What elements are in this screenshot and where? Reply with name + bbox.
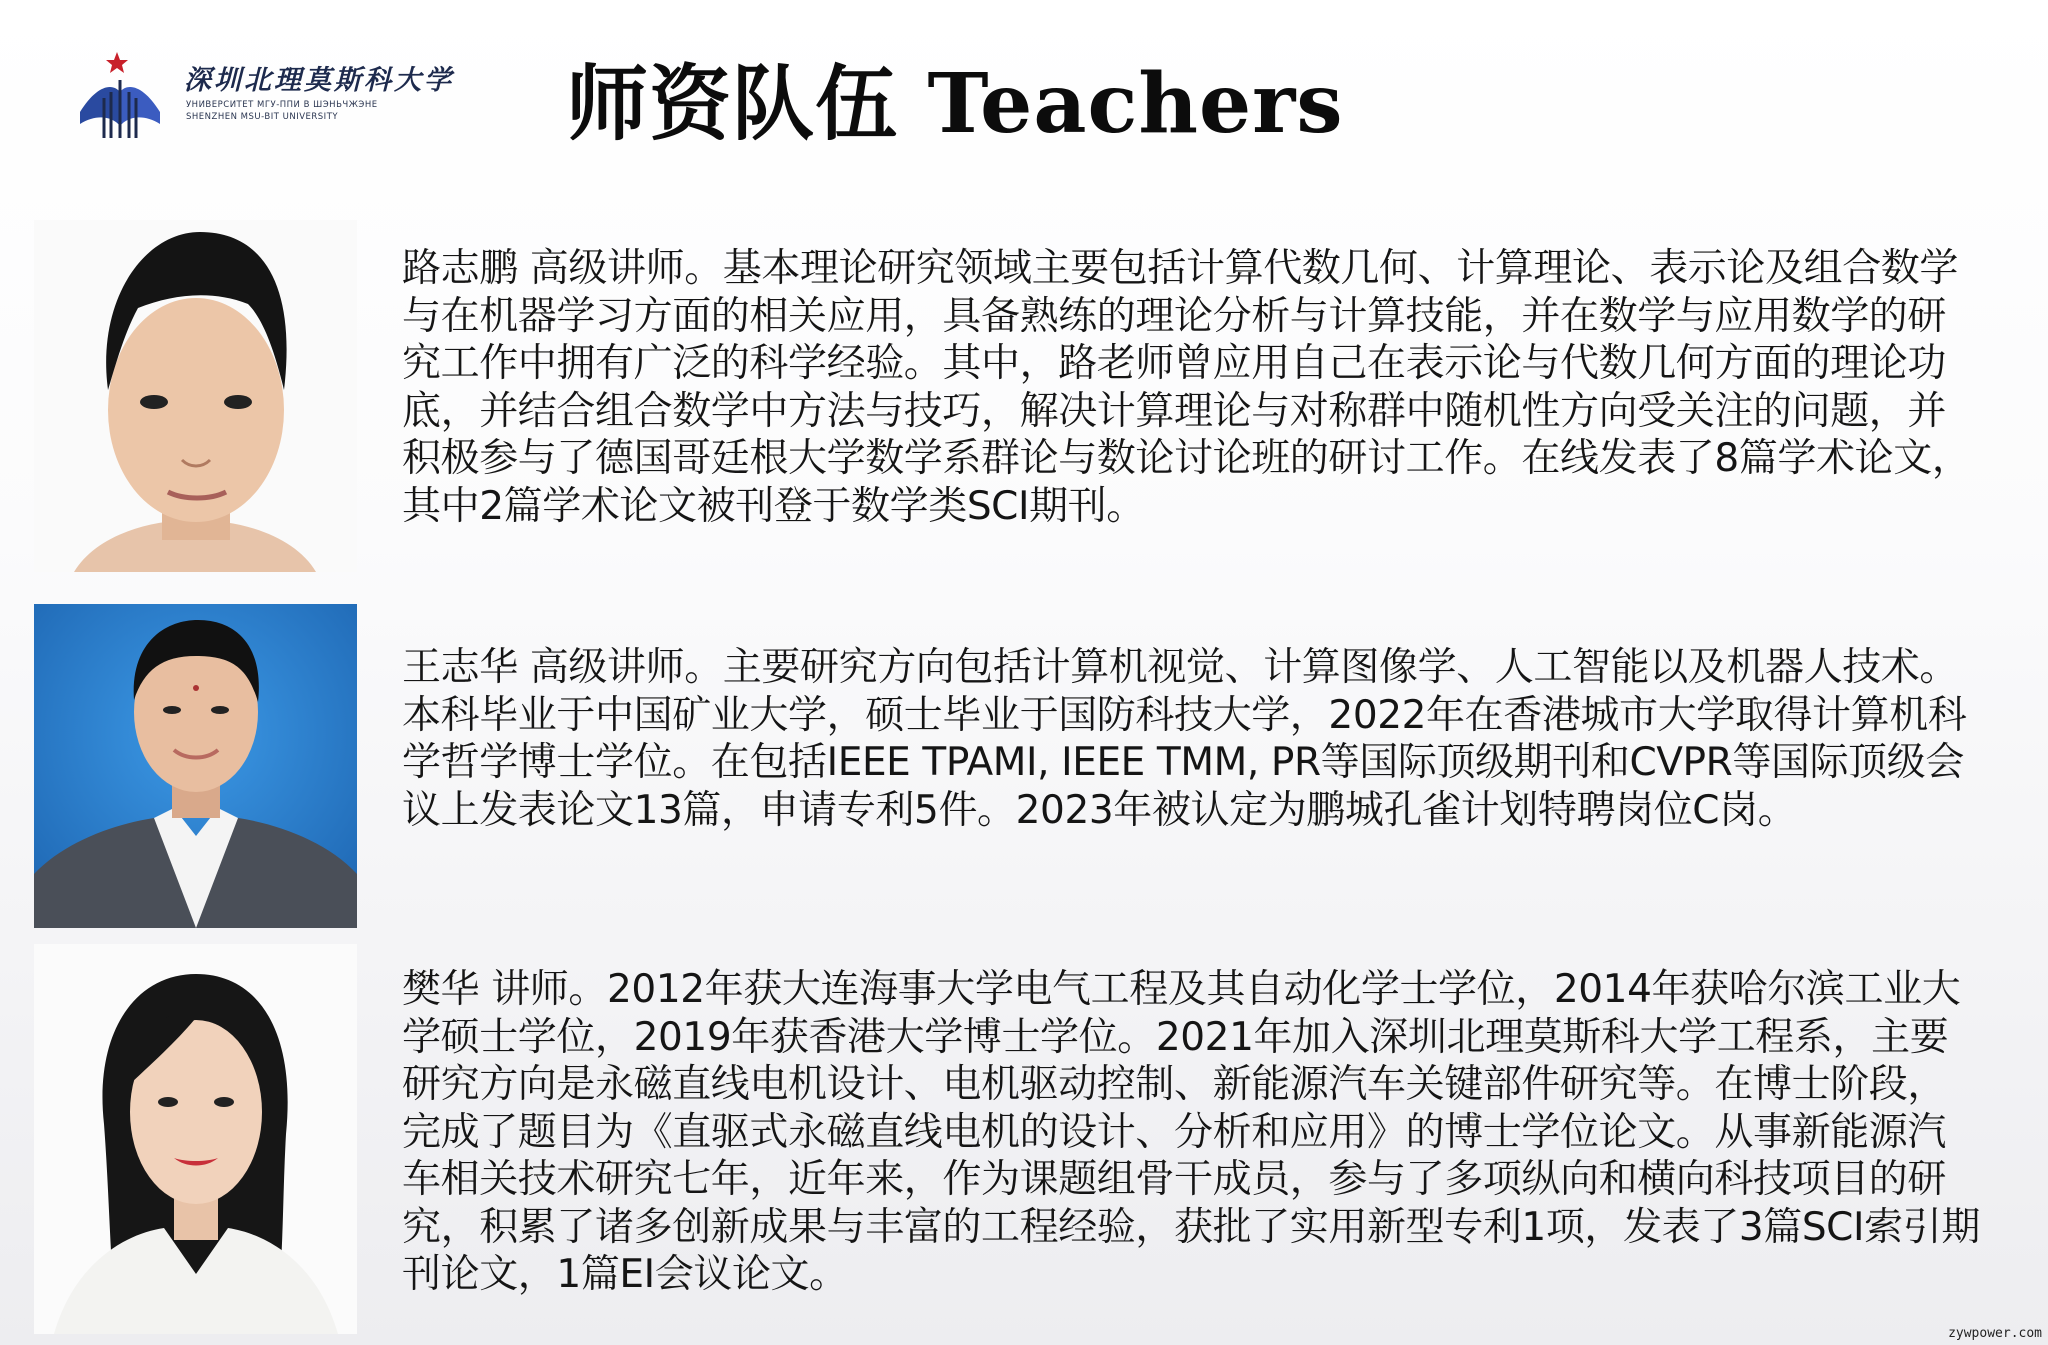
- university-logo: [76, 52, 454, 142]
- portrait-photo-man-icon: [34, 604, 357, 928]
- logo-chinese-name: 深圳北理莫斯科大学: [184, 65, 454, 96]
- teacher-photo-3: [34, 944, 357, 1334]
- university-emblem-icon: [76, 52, 172, 140]
- logo-russian-name: УНИВЕРСИТЕТ МГУ-ППИ В ШЭНЬЧЖЭНЕ: [186, 100, 378, 110]
- teacher-bio-3: 樊华 讲师。2012年获大连海事大学电气工程及其自动化学士学位，2014年获哈尔滨工业大学硕士学位，2019年获香港大学博士学位。2021年加入深圳北理莫斯科大学工程系，主要研究方向是永磁直线电机设计、电机驱动控制、新能源汽车关键部件研究等。在博士阶段，完成了题目为《直驱式永磁直线电机的设计、分析和应用》的博士学位论文。从事新能源汽车相关技术研究七年，近年来，作为课题组骨干成员，参与了多项纵向和横向科技项目的研究，积累了诸多创新成果与丰富的工程经验，获批了实用新型专利1项，发表了3篇SCI索引期刊论文，1篇EI会议论文。: [402, 967, 1980, 1297]
- page-title: 师资队伍 Teachers: [566, 56, 1344, 152]
- teacher-bio-1: 路志鹏 高级讲师。基本理论研究领域主要包括计算代数几何、计算理论、表示论及组合数学与在机器学习方面的相关应用，具备熟练的理论分析与计算技能，并在数学与应用数学的研究工作中拥有广泛的科学经验。其中，路老师曾应用自己在表示论与代数几何方面的理论功底，并结合组合数学中方法与技巧，解决计算理论与对称群中随机性方向受关注的问题，并积极参与了德国哥廷根大学数学系群论与数论讨论班的研讨工作。在线发表了8篇学术论文，其中2篇学术论文被刊登于数学类SCI期刊。: [402, 246, 1971, 529]
- portrait-photo-man-icon: [34, 220, 357, 572]
- logo-english-name: SHENZHEN MSU-BIT UNIVERSITY: [186, 112, 339, 122]
- teacher-bio-2: 王志华 高级讲师。主要研究方向包括计算机视觉、计算图像学、人工智能以及机器人技术。本科毕业于中国矿业大学，硕士毕业于国防科技大学，2022年在香港城市大学取得计算机科学哲学博士学位。在包括IEEE TPAMI, IEEE TMM, PR等国际顶级期刊和CVPR等国际顶级会议上发表论文13篇，申请专利5件。2023年被认定为鹏城孔雀计划特聘岗位C岗。: [402, 645, 1967, 833]
- watermark: zywpower.com: [1948, 1326, 2042, 1341]
- portrait-photo-woman-icon: [34, 944, 357, 1334]
- teacher-photo-2: [34, 604, 357, 928]
- teacher-photo-1: [34, 220, 357, 572]
